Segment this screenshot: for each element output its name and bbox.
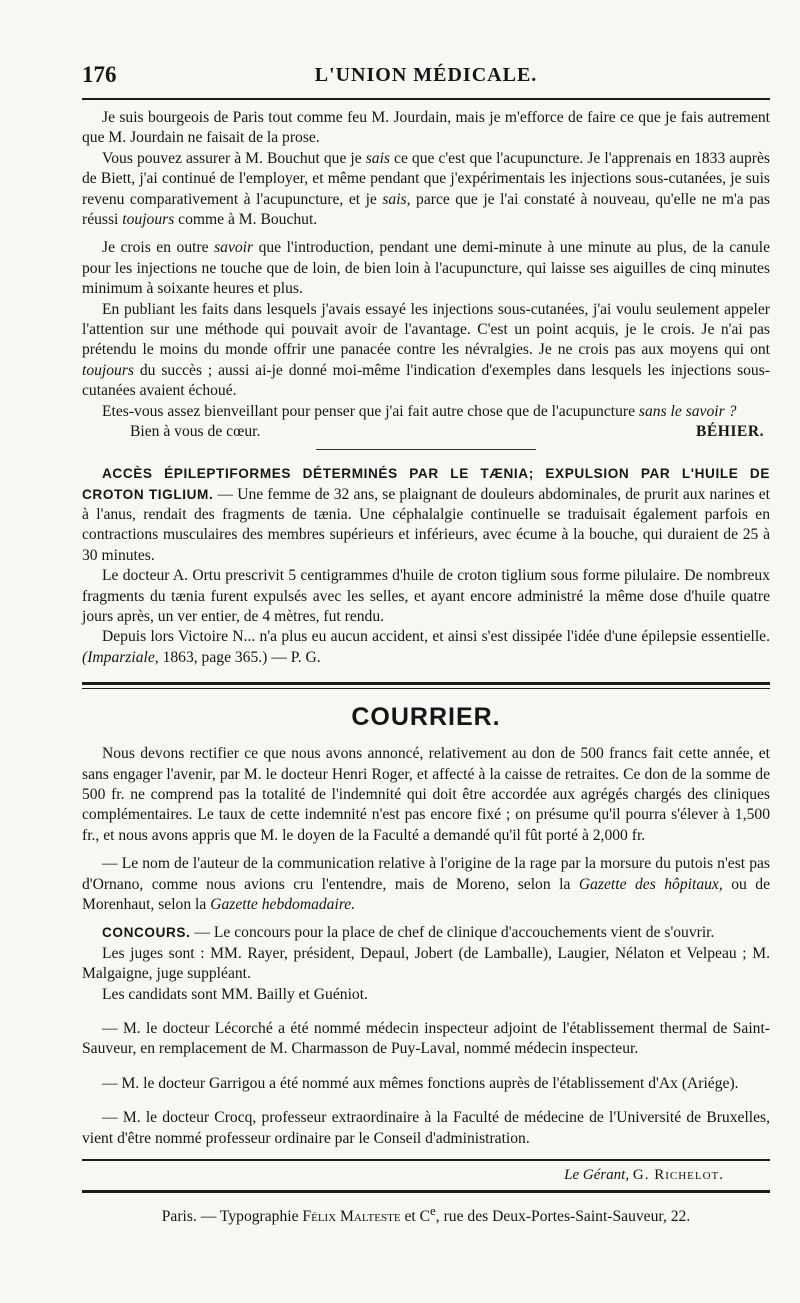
article-heading: ACCÈS ÉPILEPTIFORMES DÉTERMINÉS PAR LE TÆNIA; EXPULSION PAR L'HUILE DE CROTON TIGLIUM. bbox=[82, 466, 770, 502]
news-paragraph: CONCOURS. — Le concours pour la place de chef de clinique d'accouchements vient de s'ouvrir. bbox=[102, 924, 715, 942]
news-paragraph: Les candidats sont MM. Bailly et Guéniot. bbox=[102, 985, 368, 1003]
gerant-line bbox=[82, 1167, 770, 1184]
article-paragraph: Le docteur A. Ortu prescrivit 5 centigrammes d'huile de croton tiglium sous forme pilulaire. De nombreux fragments du tænia furent expulsés avec les selles, et ayant encore administré la même dose d'huile quatre jours après, un ver entier, de 4 mètres, fut rendu. bbox=[82, 567, 770, 625]
news-paragraph: — Le nom de l'auteur de la communication relative à l'origine de la rage par la morsure du putois n'est pas d'Ornano, comme nous avions cru l'entendre, mais de Moreno, selon la Gazette des hôpitaux, ou de Morenhaut, selon la Gazette hebdomadaire. bbox=[82, 855, 771, 913]
article-section bbox=[82, 464, 770, 668]
gerant-label: Le Gérant, bbox=[564, 1167, 630, 1184]
news-paragraph: — M. le docteur Garrigou a été nommé aux mêmes fonctions auprès de l'établissement d'Ax (Ariége). bbox=[102, 1074, 739, 1092]
courrier-title: COURRIER. bbox=[351, 703, 501, 732]
page-header bbox=[82, 62, 770, 100]
letter-paragraph: Je crois en outre savoir que l'introduction, pendant une demi-minute à une minute au plus, de la canule pour les injections ne touche que de loin, de bien loin à l'acupuncture, qui laisse ses aiguilles de cinq minutes minimum à soixante heures et plus. bbox=[82, 239, 771, 298]
footer-double-rule bbox=[82, 1190, 770, 1193]
letter-section bbox=[82, 108, 770, 443]
letter-paragraph: Je suis bourgeois de Paris tout comme feu M. Jourdain, mais je m'efforce de faire ce que je fais autrement que M. Jourdain ne faisait de la prose. bbox=[82, 109, 770, 147]
signature: BÉHIER. bbox=[695, 423, 764, 441]
footer-rule bbox=[82, 1159, 770, 1161]
courrier-section bbox=[82, 744, 770, 1149]
news-paragraph: Nous devons rectifier ce que nous avons annoncé, relativement au don de 500 francs fait cette année, et sans engager l'avenir, par M. le docteur Henri Roger, et affecté à la caisse de retraites. Ce don de la somme de 500 fr. ne comprend pas la totalité de l'indemnité qui doit être accordée aux agrégés chargés des cliniques complémentaires. Le taux de cette indemnité n'est pas encore fixé ; on présume qu'il pourra s'élever à 1,500 fr., et nous avons appris que M. le doyen de la Faculté a demandé qu'il fût porté à 2,000 fr. bbox=[82, 745, 770, 844]
section-divider bbox=[316, 449, 536, 450]
page-number: 176 bbox=[82, 62, 117, 87]
news-paragraph: — M. le docteur Lécorché a été nommé médecin inspecteur adjoint de l'établissement thermal de Saint-Sauveur, en remplacement de M. Charmasson de Puy-Laval, nommé médecin inspecteur. bbox=[82, 1020, 770, 1058]
letter-paragraph: Vous pouvez assurer à M. Bouchut que je sais ce que c'est que l'acupuncture. Je l'apprenais en 1833 auprès de Biett, j'ai continué de l'employer, et même pendant que j'expérimentais les injections sous-cutanées, je suis revenu comparativement à l'acupuncture, et je sais, parce que je l'ai constaté à nouveau, qu'elle ne m'a pas réussi toujours comme à M. Bouchut. bbox=[82, 149, 770, 229]
closing-text: Bien à vous de cœur. bbox=[130, 423, 261, 441]
concours-heading: CONCOURS. bbox=[102, 925, 191, 941]
running-title: L'UNION MÉDICALE. bbox=[314, 64, 538, 86]
news-paragraph: Les juges sont : MM. Rayer, président, Depaul, Jobert (de Lamballe), Laugier, Nélaton et Velpeau ; M. Malgaigne, juge suppléant. bbox=[82, 944, 770, 983]
article-paragraph: Depuis lors Victoire N... n'a plus eu aucun accident, et ainsi s'est dissipée l'idée d'une épilepsie essentielle. (Imparziale, 1863, page 365.) — P. G. bbox=[82, 628, 770, 666]
letter-paragraph: En publiant les faits dans lesquels j'avais essayé les injections sous-cutanées, j'ai voulu seulement appeler l'attention sur une méthode qui pouvait avoir de l'avantage. C'est un point acquis, je le crois. Je n'ai pas prétendu le moins du monde offrir une panacée contre les névralgies. Je ne crois pas aux moyens qui ont toujours du succès ; aussi ai-je donné moi-même l'indication d'exemples dans lesquels les injections sous-cutanées avaient échoué. bbox=[82, 300, 770, 400]
double-rule-divider bbox=[82, 682, 770, 689]
letter-closing bbox=[82, 422, 770, 443]
printer-imprint: Paris. — Typographie Félix Malteste et Ce, rue des Deux-Portes-Saint-Sauveur, 22. bbox=[161, 1203, 691, 1226]
letter-paragraph: Etes-vous assez bienveillant pour penser que j'ai fait autre chose que de l'acupuncture sans le savoir ? bbox=[102, 402, 737, 420]
gerant-name: G. Richelot. bbox=[632, 1167, 724, 1184]
news-paragraph: — M. le docteur Crocq, professeur extraordinaire à la Faculté de médecine de l'Université de Bruxelles, vient d'être nommé professeur ordinaire par le Conseil d'administration. bbox=[82, 1109, 770, 1147]
article-paragraph: ACCÈS ÉPILEPTIFORMES DÉTERMINÉS PAR LE TÆNIA; EXPULSION PAR L'HUILE DE CROTON TIGLIUM. — Une femme de 32 ans, se plaignant de douleurs abdominales, de prurit aux narines et à l'anus, rendait des fragments de tænia. Une céphalalgie continuelle se traduisait également parfois en contractions musculaires des membres supérieurs et inférieurs, avec écume à la bouche, qui duraient de 25 à 30 minutes. bbox=[82, 466, 770, 564]
